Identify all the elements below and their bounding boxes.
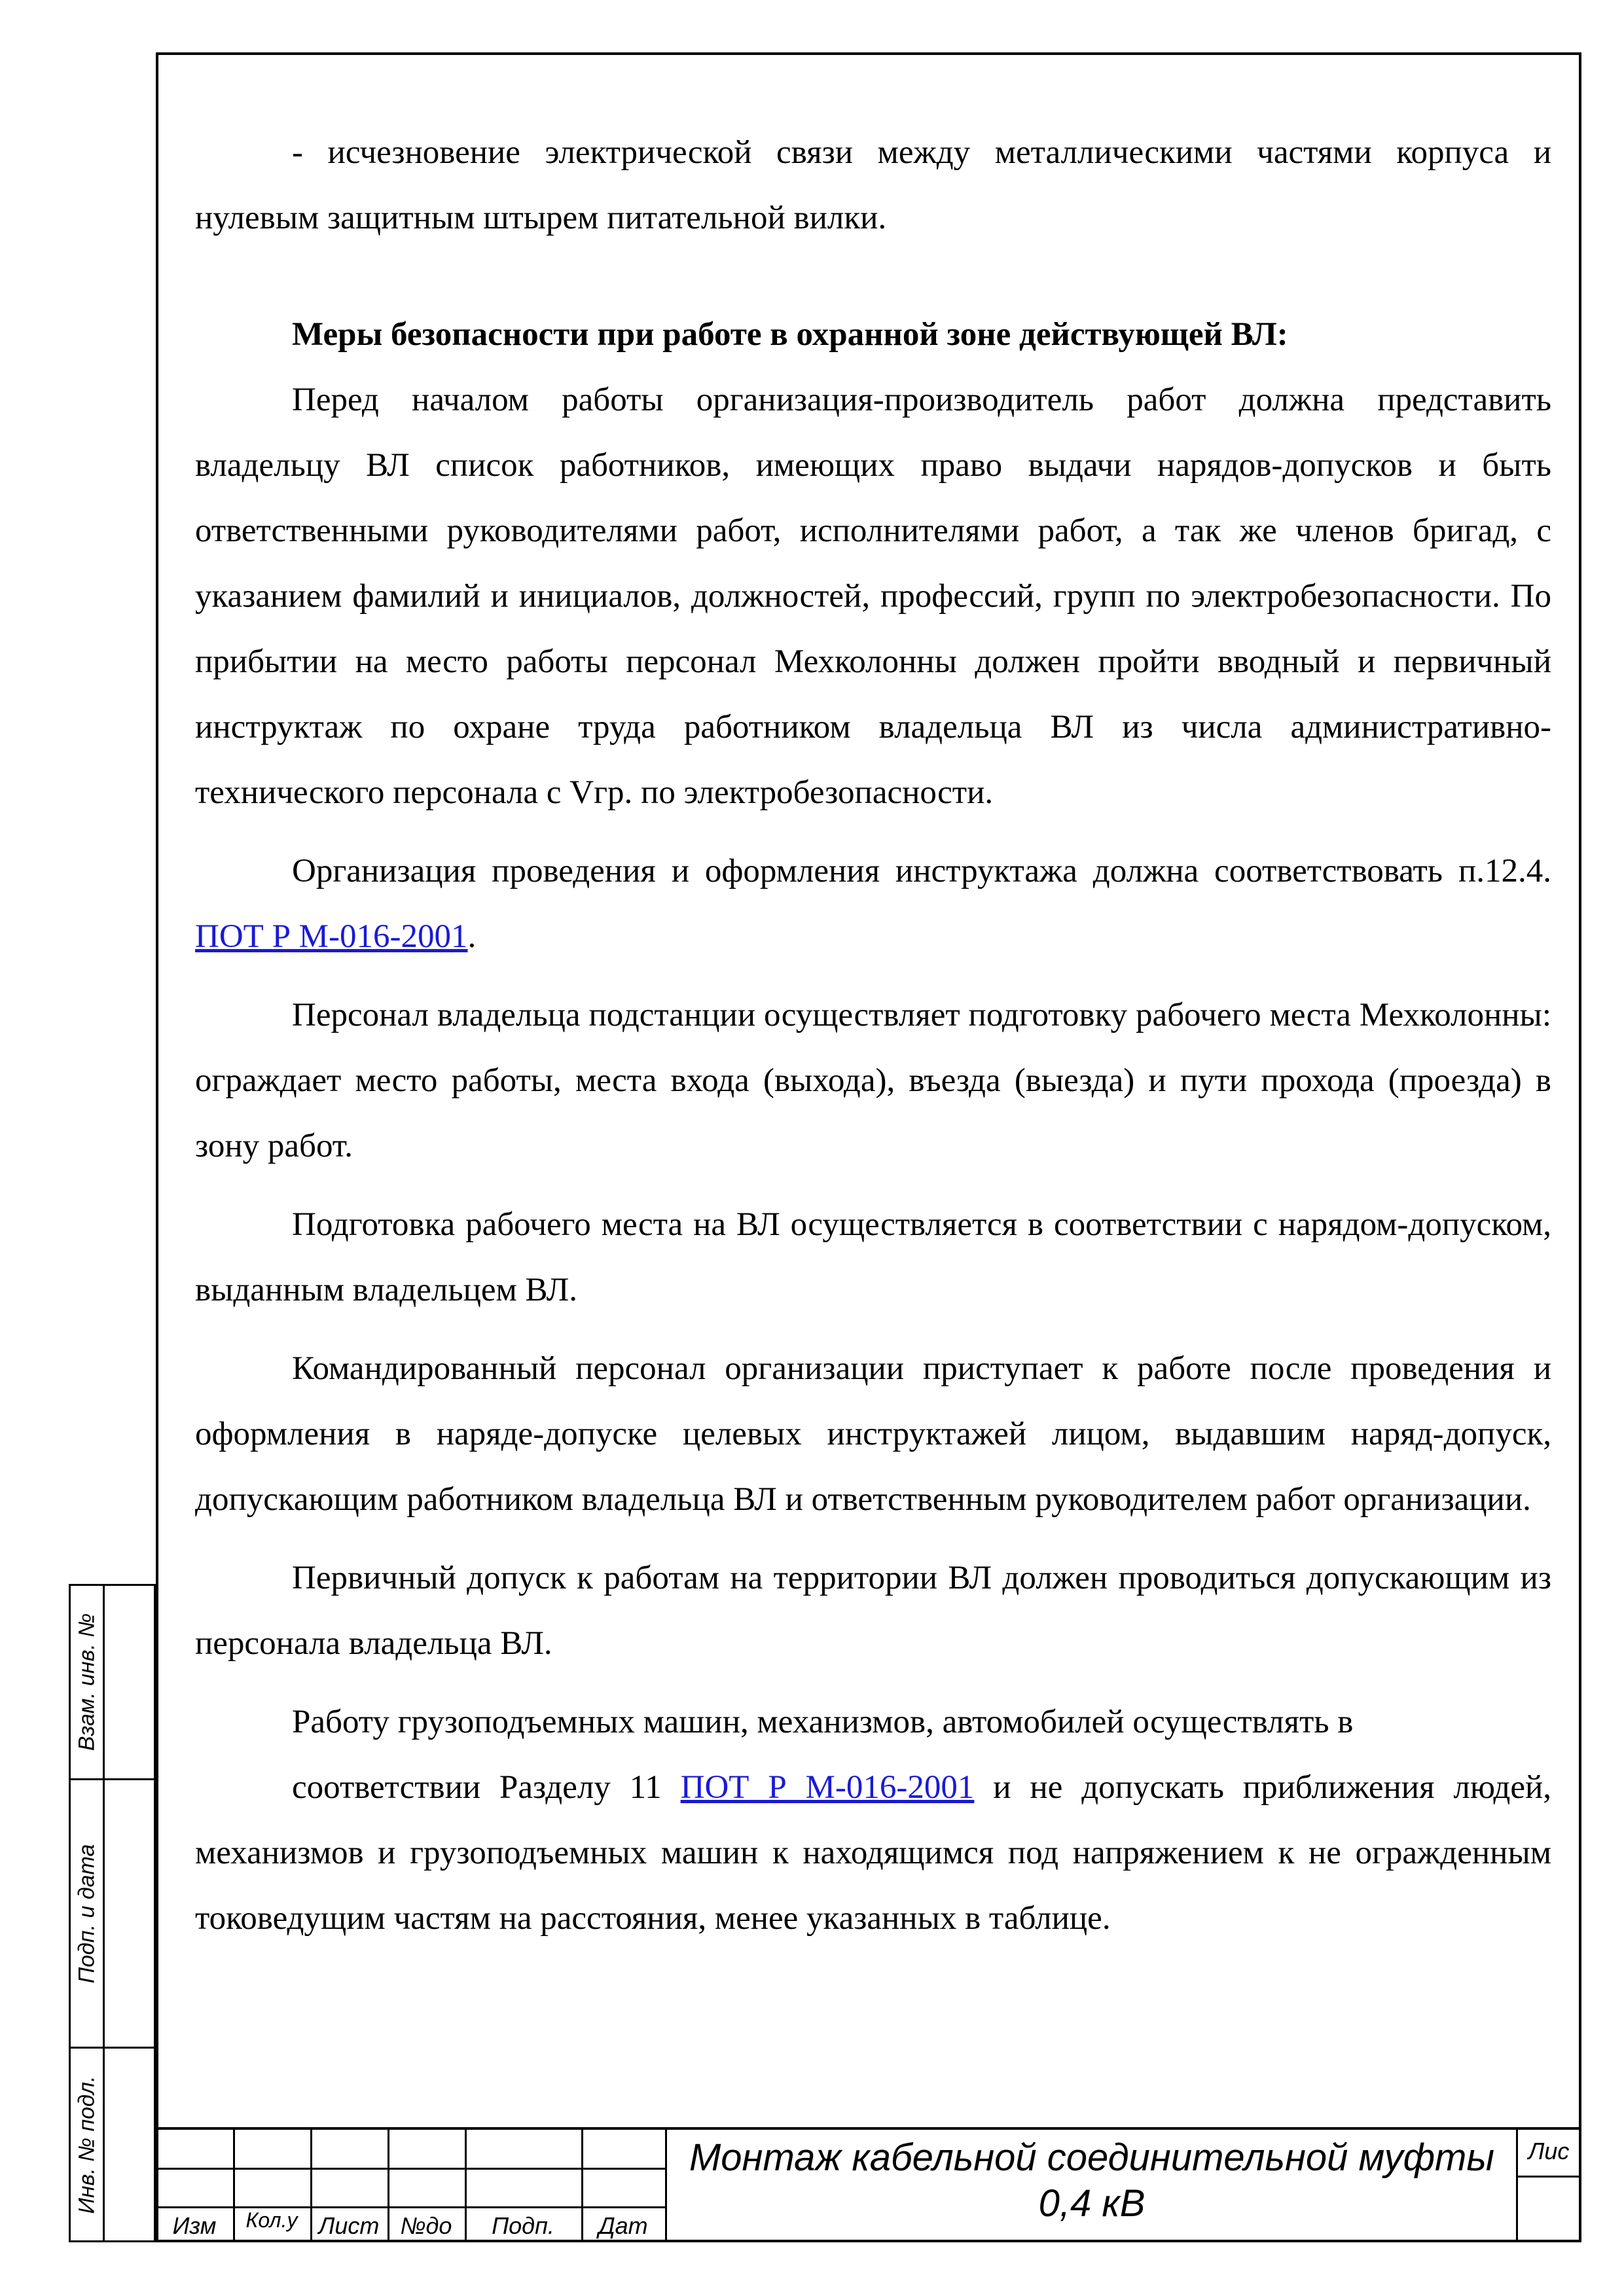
sheet-label: Лис (1528, 2138, 1570, 2164)
paragraph-2: Перед началом работы организация-производитель работ должна представить владельцу ВЛ список работников, имеющих право выдачи нарядов-допусков и быть ответственными руководителями работ, исполнителями работ, а так же членов бригад, с указанием фамилий и инициалов, должностей, профессий, групп по электробезопасности. По прибытии на место работы персонал Мехколонны должен пройти вводный и первичный инструктаж по охране труда работником владельца ВЛ из числа административно-технического персонала с Vгр. по электробезопасности. (195, 382, 1551, 811)
col-date: Дат (598, 2212, 648, 2239)
document-body (195, 120, 1551, 1951)
col-podp: Подп. (492, 2212, 554, 2239)
paragraph-3: Организация проведения и оформления инструктажа должна соответствовать п.12.4. ПОТ Р М-016-2001. (195, 853, 1551, 955)
col-ndoc: №до (400, 2212, 452, 2239)
stamp-inv-podl: Инв. № подл. (69, 2047, 156, 2242)
paragraph-8: Работу грузоподъемных машин, механизмов, автомобилей осуществлять в (292, 1704, 1354, 1740)
paragraph-4: Персонал владельца подстанции осуществляет подготовку рабочего места Мехколонны: ограждает место работы, места входа (выхода), въезда (выезда) и пути прохода (проезда) в зону работ. (195, 997, 1551, 1164)
paragraph-6: Командированный персонал организации приступает к работе после проведения и оформления в наряде-допуске целевых инструктажей лицом, выдавшим наряд-допуск, допускающим работником владельца ВЛ и ответственным руководителем работ организации. (195, 1350, 1551, 1518)
stamp-podp-data: Подп. и дата (69, 1778, 156, 2049)
title-block (156, 2127, 1581, 2242)
col-izm: Изм (172, 2212, 217, 2239)
paragraph-5: Подготовка рабочего места на ВЛ осуществляется в соответствии с нарядом-допуском, выданным владельцем ВЛ. (195, 1206, 1551, 1308)
paragraph-9: соответствии Разделу 11 ПОТ Р М-016-2001 и не допускать приближения людей, механизмов и грузоподъемных машин к находящимся под напряжением к не огражденным токоведущим частям на расстояния, менее указанных в таблице. (195, 1769, 1552, 1937)
col-list: Лист (318, 2212, 380, 2239)
paragraph-7: Первичный допуск к работам на территории ВЛ должен проводиться допускающим из персонала владельца ВЛ. (195, 1560, 1551, 1662)
stamp-vzam-inv: Взам. инв. № (69, 1584, 156, 1780)
pot-link-1[interactable]: ПОТ Р М-016-2001 (195, 918, 468, 955)
section-heading: Меры безопасности при работе в охранной зоне действующей ВЛ: (292, 316, 1288, 353)
paragraph-1: - исчезновение электрической связи между металлическими частями корпуса и нулевым защитным штырем питательной вилки. (195, 134, 1551, 236)
pot-link-2[interactable]: ПОТ Р М-016-2001 (680, 1769, 975, 1806)
col-kolu: Кол.у (245, 2208, 298, 2232)
document-title: Монтаж кабельной соединительной муфты 0,4 кВ (689, 2136, 1495, 2225)
